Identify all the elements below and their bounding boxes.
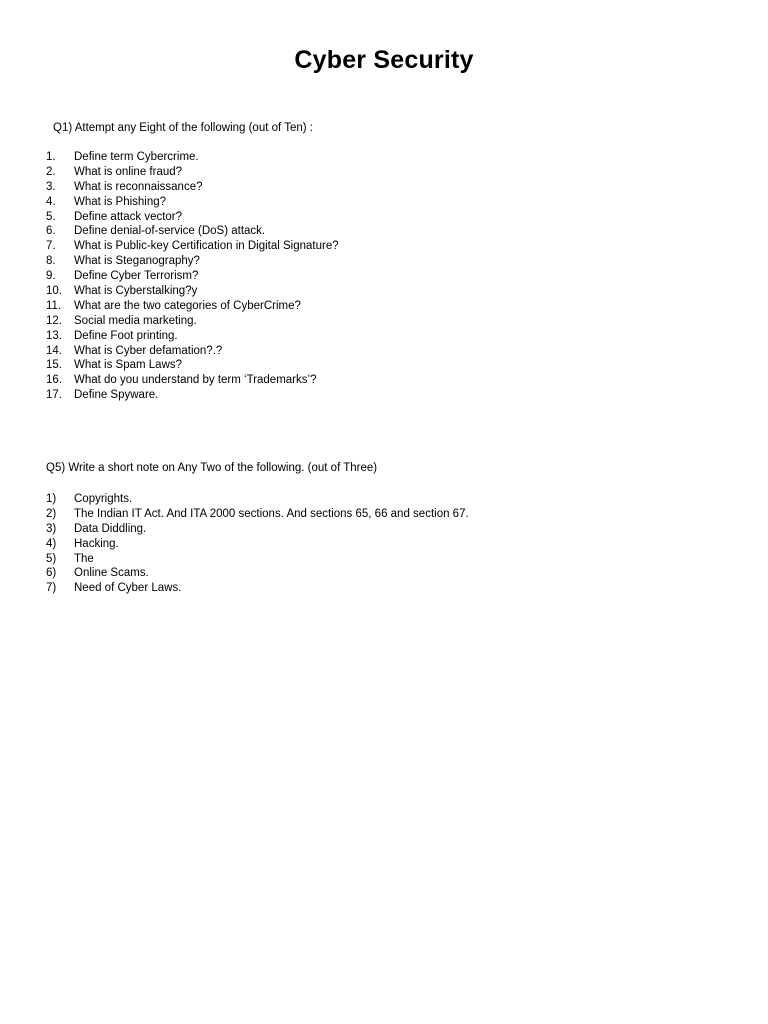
list-item-number: 5. [46,210,56,223]
list-item-number: 9. [46,270,56,283]
list-item-text: Online Scams. [74,567,149,580]
list-item-text: The Indian IT Act. And ITA 2000 sections. And sections 65, 66 and section 67. [74,507,469,520]
list-item-number: 14. [46,344,62,357]
list-item-number: 7. [46,240,56,253]
list-item-number: 13. [46,329,62,342]
list-item-text: The [74,552,94,565]
list-item-text: Need of Cyber Laws. [74,582,182,595]
list-item-text: What is online fraud? [74,165,183,178]
list-item-text: Copyrights. [74,493,133,505]
list-item-text: What do you understand by term ‘Trademarks’? [74,374,317,387]
list-item-number: 3) [46,522,57,535]
list-item-text: What is Public-key Certification in Digital Signature? [74,240,339,253]
list-item-text: What is Cyberstalking?y [74,285,198,298]
list-item-number: 10. [46,285,62,298]
list-item-number: 15. [46,359,62,372]
document-title: Cyber Security [294,46,474,74]
list-item-number: 4. [46,195,56,208]
section-heading-q5: Q5) Write a short note on Any Two of the following. (out of Three) [46,462,378,474]
list-item-number: 16. [46,374,62,387]
list-item-number: 6) [46,567,57,580]
list-item-number: 2) [46,507,57,520]
list-item-number: 1. [46,151,56,163]
list-item-number: 11. [46,299,62,312]
list-item-number: 6. [46,225,56,238]
list-item-text: Define attack vector? [74,210,183,223]
list-item-number: 3. [46,180,56,193]
list-item-text: Data Diddling. [74,522,147,535]
list-item-number: 1) [46,493,57,505]
list-item-number: 17. [46,389,62,402]
list-item-number: 4) [46,537,57,550]
list-item-text: What is Steganography? [74,255,200,268]
list-item-text: Define Spyware. [74,389,159,402]
list-item-text: Define denial-of-service (DoS) attack. [74,225,266,238]
list-item-number: 12. [46,314,62,327]
list-item-text: Define Cyber Terrorism? [74,270,199,283]
list-item-number: 2. [46,165,56,178]
list-item-text: Define Foot printing. [74,329,178,342]
list-item-text: Hacking. [74,537,119,550]
list-item-text: What is Phishing? [74,195,167,208]
list-item-text: What is Cyber defamation?.? [74,344,223,357]
section-heading-q1: Q1) Attempt any Eight of the following (out of Ten) : [53,122,313,134]
list-item-text: Social media marketing. [74,314,197,327]
list-item-text: What is reconnaissance? [74,180,203,193]
list-item-text: What is Spam Laws? [74,359,183,372]
list-item-text: Define term Cybercrime. [74,151,199,163]
list-item-number: 5) [46,552,57,565]
list-item-number: 7) [46,582,57,595]
list-item-text: What are the two categories of CyberCrime? [74,299,301,312]
list-item-number: 8. [46,255,56,268]
